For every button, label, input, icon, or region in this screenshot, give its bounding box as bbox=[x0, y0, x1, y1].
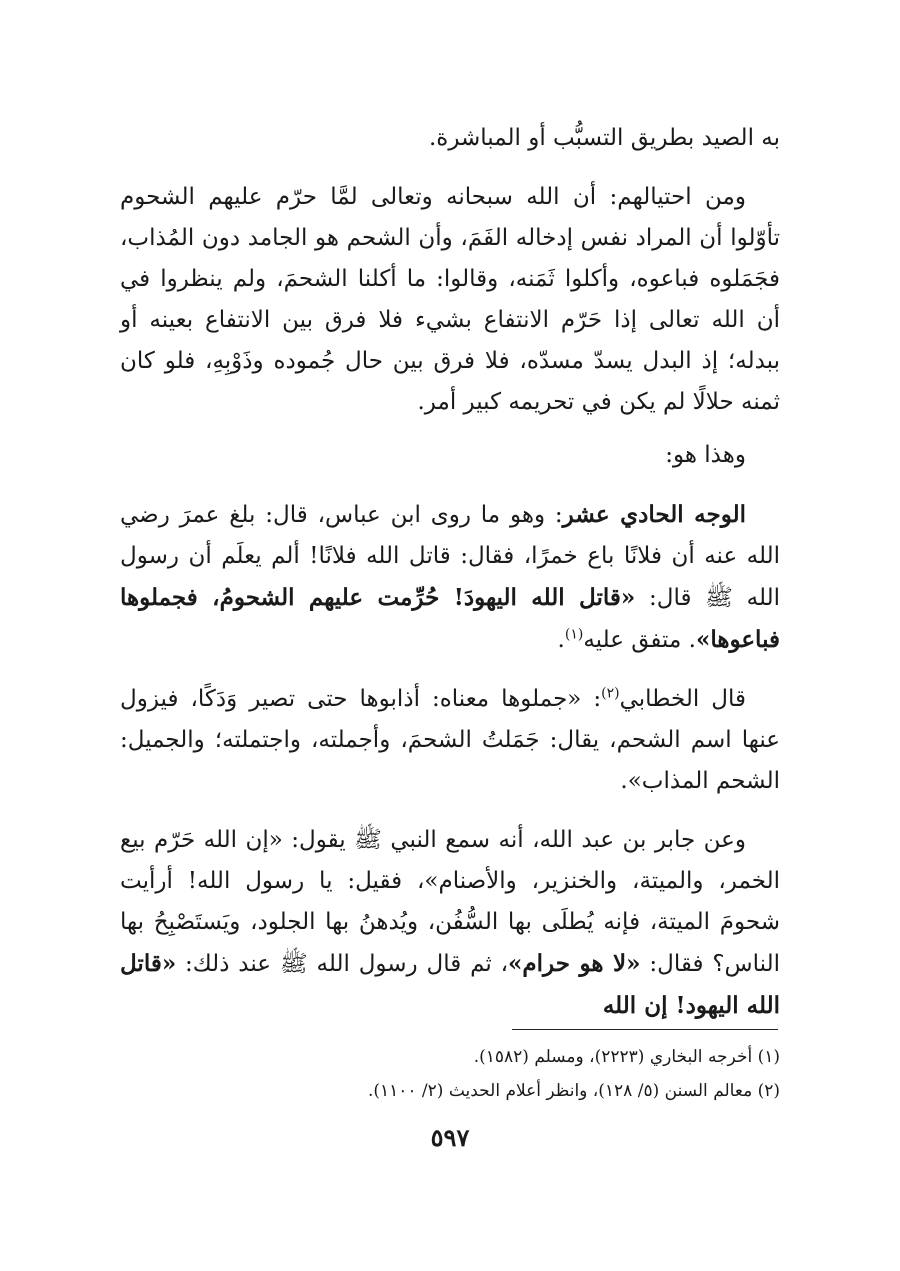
paragraph-1 bbox=[120, 118, 780, 159]
paragraph-4-text: : وهو ما روى ابن عباس، قال: بلغ عمرَ رضي الله عنه أن فلانًا باع خمرًا، فقال: قاتل الله فلانًا! ألم يعلَم أن رسول الله ﷺ قال: bbox=[120, 502, 781, 611]
paragraph-5-start: قال الخطابي bbox=[619, 686, 747, 712]
footnotes bbox=[120, 1040, 780, 1108]
paragraph-1-text: به الصيد بطريق التسبُّب أو المباشرة. bbox=[428, 125, 780, 151]
page-number: ٥٩٧ bbox=[430, 1123, 470, 1152]
footnote-1: (١) أخرجه البخاري (٢٢٢٣)، ومسلم (١٥٨٢). bbox=[473, 1047, 780, 1067]
paragraph-4 bbox=[120, 494, 780, 661]
paragraph-3-text: وهذا هو: bbox=[665, 442, 746, 468]
paragraph-4-end: . متفق عليه bbox=[583, 627, 696, 653]
hadith-quote-2: «قاتل الله اليهود! إن الله bbox=[120, 950, 780, 1019]
paragraph-3 bbox=[120, 435, 780, 476]
paragraph-5 bbox=[120, 679, 780, 802]
paragraph-2 bbox=[120, 177, 780, 423]
paragraph-6-text: وعن جابر بن عبد الله، أنه سمع النبي ﷺ يقول: «إن الله حَرّم بيع الخمر، والميتة، والخنزير، والأصنام»، فقيل: يا رسول الله! أرأيت شحومَ الميتة، فإنه يُطلَى بها السُّفُن، ويُدهنُ بها الجلود، ويَستَصْبِحُ بها الناس؟ فقال: bbox=[120, 827, 780, 977]
paragraph-6-mid: ، ثم قال رسول الله ﷺ عند ذلك: bbox=[176, 951, 509, 977]
footnote-separator bbox=[512, 1029, 778, 1030]
footnote-ref-2[interactable]: (٢) bbox=[601, 685, 620, 702]
paragraph-4-tail: . bbox=[557, 627, 565, 653]
section-heading: الوجه الحادي عشر bbox=[562, 501, 746, 528]
paragraph-2-text: ومن احتيالهم: أن الله سبحانه وتعالى لمَّا حرّم عليهم الشحوم تأوّلوا أن المراد نفس إدخاله الفَمَ، وأن الشحم هو الجامد دون المُذاب، فجَمَلوه فباعوه، وأكلوا ثَمَنه، وقالوا: ما أكلنا الشحمَ، ولم ينظروا في أن الله تعالى إذا حَرّم الانتفاع بشيء فلا فرق بين الانتفاع بعينه أو ببدله؛ إذ البدل يسدّ مسدّه، فلا فرق بين حال جُموده وذَوْبِهِ، فلو كان ثمنه حلالًا لم يكن في تحريمه كبير أمر. bbox=[120, 184, 780, 415]
hadith-answer: «لا هو حرام» bbox=[508, 950, 641, 977]
main-text bbox=[120, 118, 780, 1039]
hadith-quote: «قاتل الله اليهودَ! حُرِّمت عليهم الشحومُ، فجملوها فباعوها» bbox=[120, 584, 780, 653]
footnote-ref-1[interactable]: (١) bbox=[564, 626, 584, 643]
paragraph-5-text: : «جملوها معناه: أذابوها حتى تصير وَدَكًا، فيزول عنها اسم الشحم، يقال: جَمَلتُ الشحمَ، وأجملته، واجتملته؛ والجميل: الشحم المذاب». bbox=[120, 686, 780, 794]
paragraph-6 bbox=[120, 820, 780, 1027]
footnote-2: (٢) معالم السنن (٥/ ١٢٨)، وانظر أعلام الحديث (٢/ ١١٠٠). bbox=[367, 1081, 780, 1101]
